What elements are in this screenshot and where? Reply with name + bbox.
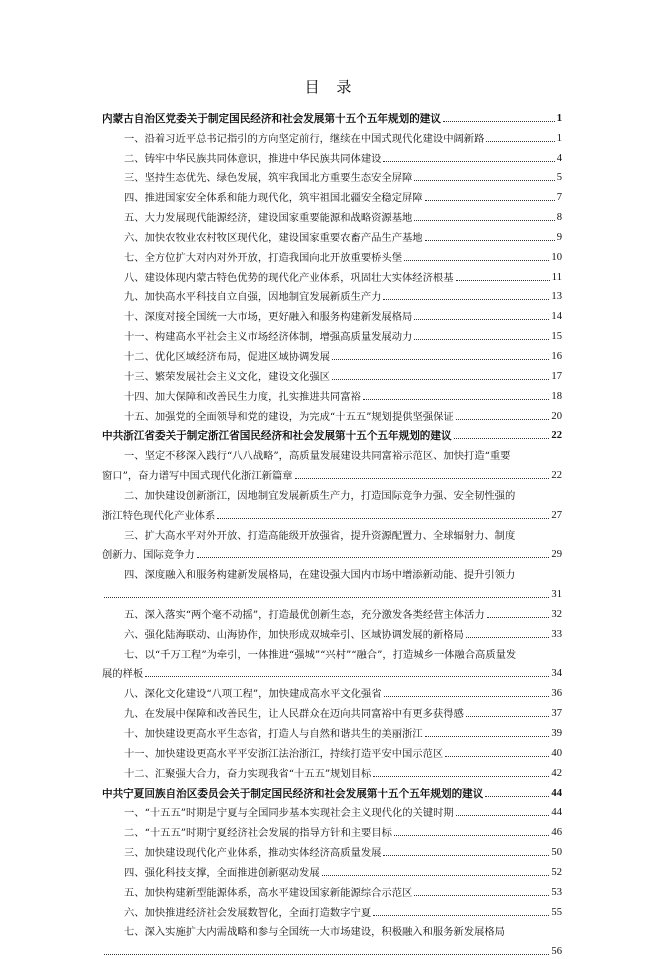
toc-entry-text: 五、大力发展现代能源经济，建设国家重要能源和战略资源基地 [124, 212, 413, 225]
toc-page-number: 44 [551, 807, 562, 819]
toc-page-number: 4 [556, 152, 562, 164]
toc-entry-text: 七、以“千万工程”为牵引，一体推进“强城”“兴村”“融合”，打造城乡一体融合高质量发 [124, 648, 517, 661]
toc-page-number: 46 [551, 827, 562, 839]
toc-entry-continuation[interactable] [102, 463, 562, 483]
toc-page-number: 29 [551, 549, 562, 561]
dot-leader [104, 954, 549, 955]
toc-entry[interactable] [102, 146, 562, 166]
dot-leader [425, 240, 555, 241]
toc-page-number: 11 [551, 271, 562, 283]
toc-entry-text: 六、加快推进经济社会发展数智化，全面打造数字宁夏 [124, 906, 372, 919]
toc-entry[interactable] [102, 285, 562, 305]
toc-page-number: 36 [551, 688, 562, 700]
toc-entry-continuation[interactable] [102, 543, 562, 563]
toc-entry-text: 二、“十五五”时期宁夏经济社会发展的指导方针和主要目标 [124, 827, 392, 840]
toc-entry-continuation[interactable] [102, 582, 562, 602]
toc-entry[interactable] [102, 741, 562, 761]
toc-entry-text: 一、沿着习近平总书记指引的方向坚定前行，继续在中国式现代化建设中阔新路 [124, 132, 485, 145]
toc-page-number: 1 [556, 132, 562, 144]
toc-entry-text: 三、扩大高水平对外开放、打造高能级开放强省，提升资源配置力、全球辐射力、制度 [124, 529, 516, 542]
toc-page-number: 53 [551, 886, 562, 898]
toc-entry-text: 四、深度融入和服务构建新发展格局，在建设强大国内市场中增添新动能、提升引领力 [124, 569, 516, 582]
toc-entry[interactable] [102, 801, 562, 821]
dot-leader [445, 756, 549, 757]
table-of-contents [102, 106, 562, 959]
dot-leader [414, 339, 549, 340]
toc-page-number: 34 [551, 668, 562, 680]
dot-leader [383, 299, 549, 300]
dot-leader [332, 359, 549, 360]
dot-leader [373, 776, 549, 777]
toc-page-number: 15 [551, 331, 562, 343]
toc-entry-continuation[interactable] [102, 662, 562, 682]
toc-entry-text: 十三、繁荣发展社会主义文化，建设文化强区 [124, 370, 330, 383]
toc-entry[interactable] [102, 304, 562, 324]
toc-entry[interactable] [102, 880, 562, 900]
toc-entry[interactable] [102, 820, 562, 840]
toc-entry-text: 窗口”，奋力谱写中国式现代化浙江新篇章 [102, 470, 293, 483]
page-title: 目 录 [304, 78, 358, 96]
toc-page-number: 8 [556, 212, 562, 224]
toc-entry-text: 八、建设体现内蒙古特色优势的现代化产业体系，巩固壮大实体经济根基 [124, 271, 454, 284]
toc-page-number: 39 [551, 728, 562, 739]
toc-entry-text: 创新力、国际竞争力 [102, 549, 195, 562]
toc-page-number: 33 [551, 628, 562, 640]
dot-leader [456, 280, 550, 281]
dot-leader [425, 200, 555, 201]
toc-page-number: 10 [551, 251, 562, 263]
toc-entry-text: 七、深入实施扩大内需战略和参与全国统一大市场建设，积极融入和服务新发展格局 [124, 926, 505, 939]
toc-entry[interactable] [102, 900, 562, 920]
dot-leader [322, 875, 550, 876]
dot-leader [456, 815, 550, 816]
toc-entry[interactable] [102, 384, 562, 404]
toc-page-number: 14 [551, 311, 562, 323]
toc-entry[interactable] [102, 404, 562, 424]
dot-leader [456, 419, 550, 420]
toc-page-number: 22 [551, 470, 562, 482]
dot-leader [197, 557, 550, 558]
toc-entry[interactable] [102, 166, 562, 186]
toc-entry-text: 八、深化文化建设“八项工程”，加快建成高水平文化强省 [124, 688, 382, 701]
toc-entry-text: 五、深入落实“两个毫不动摇”，打造最优创新生态，充分激发各类经营主体活力 [124, 608, 485, 621]
toc-entry-text: 四、强化科技支撑，全面推进创新驱动发展 [124, 866, 320, 879]
toc-page-number: 20 [551, 410, 562, 422]
toc-page-number: 44 [551, 787, 562, 799]
toc-entry[interactable] [102, 483, 562, 503]
toc-entry-text: 七、全方位扩大对内对外开放，打造我国向北开放重要桥头堡 [124, 251, 403, 264]
toc-entry-text: 三、加快建设现代化产业体系，推动实体经济高质量发展 [124, 847, 382, 860]
toc-page-number: 9 [556, 231, 562, 243]
toc-entry[interactable] [102, 721, 562, 741]
toc-entry[interactable] [102, 126, 562, 146]
toc-page-number: 13 [551, 291, 562, 303]
dot-leader [384, 696, 550, 697]
toc-entry-text: 中共宁夏回族自治区委员会关于制定国民经济和社会发展第十五个五年规划的建议 [102, 787, 484, 800]
toc-entry[interactable] [102, 562, 562, 582]
dot-leader [443, 121, 555, 122]
dot-leader [466, 716, 550, 717]
toc-entry-text: 浙江特色现代化产业体系 [102, 509, 216, 522]
dot-leader [485, 796, 549, 797]
toc-page-number: 18 [551, 390, 562, 402]
toc-entry-text: 六、强化陆海联动、山海协作，加快形成双城牵引、区域协调发展的新格局 [124, 628, 464, 641]
dot-leader [414, 220, 554, 221]
toc-page-number: 56 [551, 946, 562, 958]
toc-entry-text: 三、坚持生态优先、绿色发展，筑牢我国北方重要生态安全屏障 [124, 172, 413, 185]
toc-page-number: 27 [551, 509, 562, 521]
toc-page-number: 16 [551, 350, 562, 362]
toc-entry[interactable] [102, 622, 562, 642]
toc-entry[interactable] [102, 225, 562, 245]
dot-leader [404, 260, 549, 261]
toc-entry[interactable] [102, 642, 562, 662]
toc-entry[interactable] [102, 602, 562, 622]
toc-entry-continuation[interactable] [102, 503, 562, 523]
dot-leader [332, 379, 549, 380]
toc-entry-text: 十四、加大保障和改善民生力度，扎实推进共同富裕 [124, 390, 361, 403]
toc-entry[interactable] [102, 840, 562, 860]
toc-page-number: 40 [551, 747, 562, 759]
toc-page-number: 7 [556, 192, 562, 204]
toc-entry-text: 十一、加快建设更高水平平安浙江法治浙江，持续打造平安中国示范区 [124, 747, 444, 760]
toc-section-entry[interactable] [102, 106, 562, 126]
toc-entry[interactable] [102, 860, 562, 880]
toc-page-number: 5 [556, 172, 562, 184]
toc-page-number: 22 [551, 430, 562, 442]
toc-entry[interactable] [102, 681, 562, 701]
toc-page-number: 1 [556, 112, 562, 124]
toc-entry-text: 二、加快建设创新浙江，因地制宜发展新质生产力，打造国际竞争力强、安全韧性强的 [124, 489, 516, 502]
dot-leader [217, 518, 549, 519]
toc-entry[interactable] [102, 265, 562, 285]
toc-entry[interactable] [102, 245, 562, 265]
toc-page-number: 55 [551, 906, 562, 918]
toc-entry-text: 十、深度对接全国统一大市场，更好融入和服务构建新发展格局 [124, 311, 413, 324]
toc-entry[interactable] [102, 701, 562, 721]
toc-entry-text: 十二、优化区域经济布局，促进区域协调发展 [124, 350, 330, 363]
dot-leader [363, 399, 550, 400]
toc-page-number: 52 [551, 866, 562, 878]
toc-page-number: 50 [551, 847, 562, 859]
dot-leader [383, 855, 549, 856]
toc-section-entry[interactable] [102, 781, 562, 801]
dot-leader [414, 180, 554, 181]
toc-entry[interactable] [102, 205, 562, 225]
dot-leader [425, 736, 550, 737]
toc-page-number: 37 [551, 708, 562, 720]
toc-entry-text: 二、铸牢中华民族共同体意识，推进中华民族共同体建设 [124, 152, 382, 165]
toc-entry-text: 一、“十五五”时期是宁夏与全国同步基本实现社会主义现代化的关键时期 [124, 807, 454, 820]
toc-entry-text: 五、加快构建新型能源体系，高水平建设国家新能源综合示范区 [124, 886, 413, 899]
toc-entry-text: 内蒙古自治区党委关于制定国民经济和社会发展第十五个五年规划的建议 [102, 112, 441, 125]
toc-page-number: 32 [551, 608, 562, 620]
dot-leader [295, 478, 550, 479]
dot-leader [487, 617, 550, 618]
dot-leader [454, 438, 550, 439]
toc-entry[interactable] [102, 185, 562, 205]
toc-entry-text: 中共浙江省委关于制定浙江省国民经济和社会发展第十五个五年规划的建议 [102, 430, 452, 443]
dot-leader [373, 915, 549, 916]
dot-leader [394, 835, 549, 836]
toc-entry[interactable] [102, 344, 562, 364]
dot-leader [145, 676, 549, 677]
toc-page-number: 31 [551, 589, 562, 601]
toc-entry-text: 十五、加强党的全面领导和党的建设，为完成“十五五”规划提供坚强保证 [124, 410, 454, 423]
toc-entry[interactable] [102, 920, 562, 940]
toc-entry[interactable] [102, 364, 562, 384]
toc-entry[interactable] [102, 523, 562, 543]
dot-leader [104, 597, 549, 598]
dot-leader [414, 319, 549, 320]
toc-section-entry[interactable] [102, 424, 562, 444]
toc-entry[interactable] [102, 324, 562, 344]
toc-entry-text: 十、加快建设更高水平生态省，打造人与自然和谐共生的美丽浙江 [124, 728, 423, 740]
toc-entry-text: 九、在发展中保障和改善民生，让人民群众在迈向共同富裕中有更多获得感 [124, 708, 464, 721]
toc-entry-text: 十二、汇聚强大合力，奋力实现我省“十五五”规划目标 [124, 767, 372, 780]
dot-leader [414, 895, 549, 896]
toc-entry-text: 四、推进国家安全体系和能力现代化，筑牢祖国北疆安全稳定屏障 [124, 192, 423, 205]
toc-entry-text: 九、加快高水平科技自立自强，因地制宜发展新质生产力 [124, 291, 382, 304]
toc-entry-text: 一、坚定不移深入践行“八八战略”，高质量发展建设共同富裕示范区、加快打造“重要 [124, 450, 511, 463]
toc-entry[interactable] [102, 443, 562, 463]
toc-entry-text: 六、加快农牧业农村牧区现代化，建设国家重要农畜产品生产基地 [124, 231, 423, 244]
dot-leader [486, 141, 554, 142]
toc-entry-text: 十一、构建高水平社会主义市场经济体制，增强高质量发展动力 [124, 331, 413, 344]
toc-page-number: 42 [551, 767, 562, 779]
toc-page-number: 17 [551, 370, 562, 382]
dot-leader [383, 161, 554, 162]
dot-leader [466, 637, 550, 638]
toc-entry[interactable] [102, 761, 562, 781]
toc-entry-continuation[interactable] [102, 939, 562, 959]
toc-entry-text: 展的样板 [102, 668, 144, 681]
